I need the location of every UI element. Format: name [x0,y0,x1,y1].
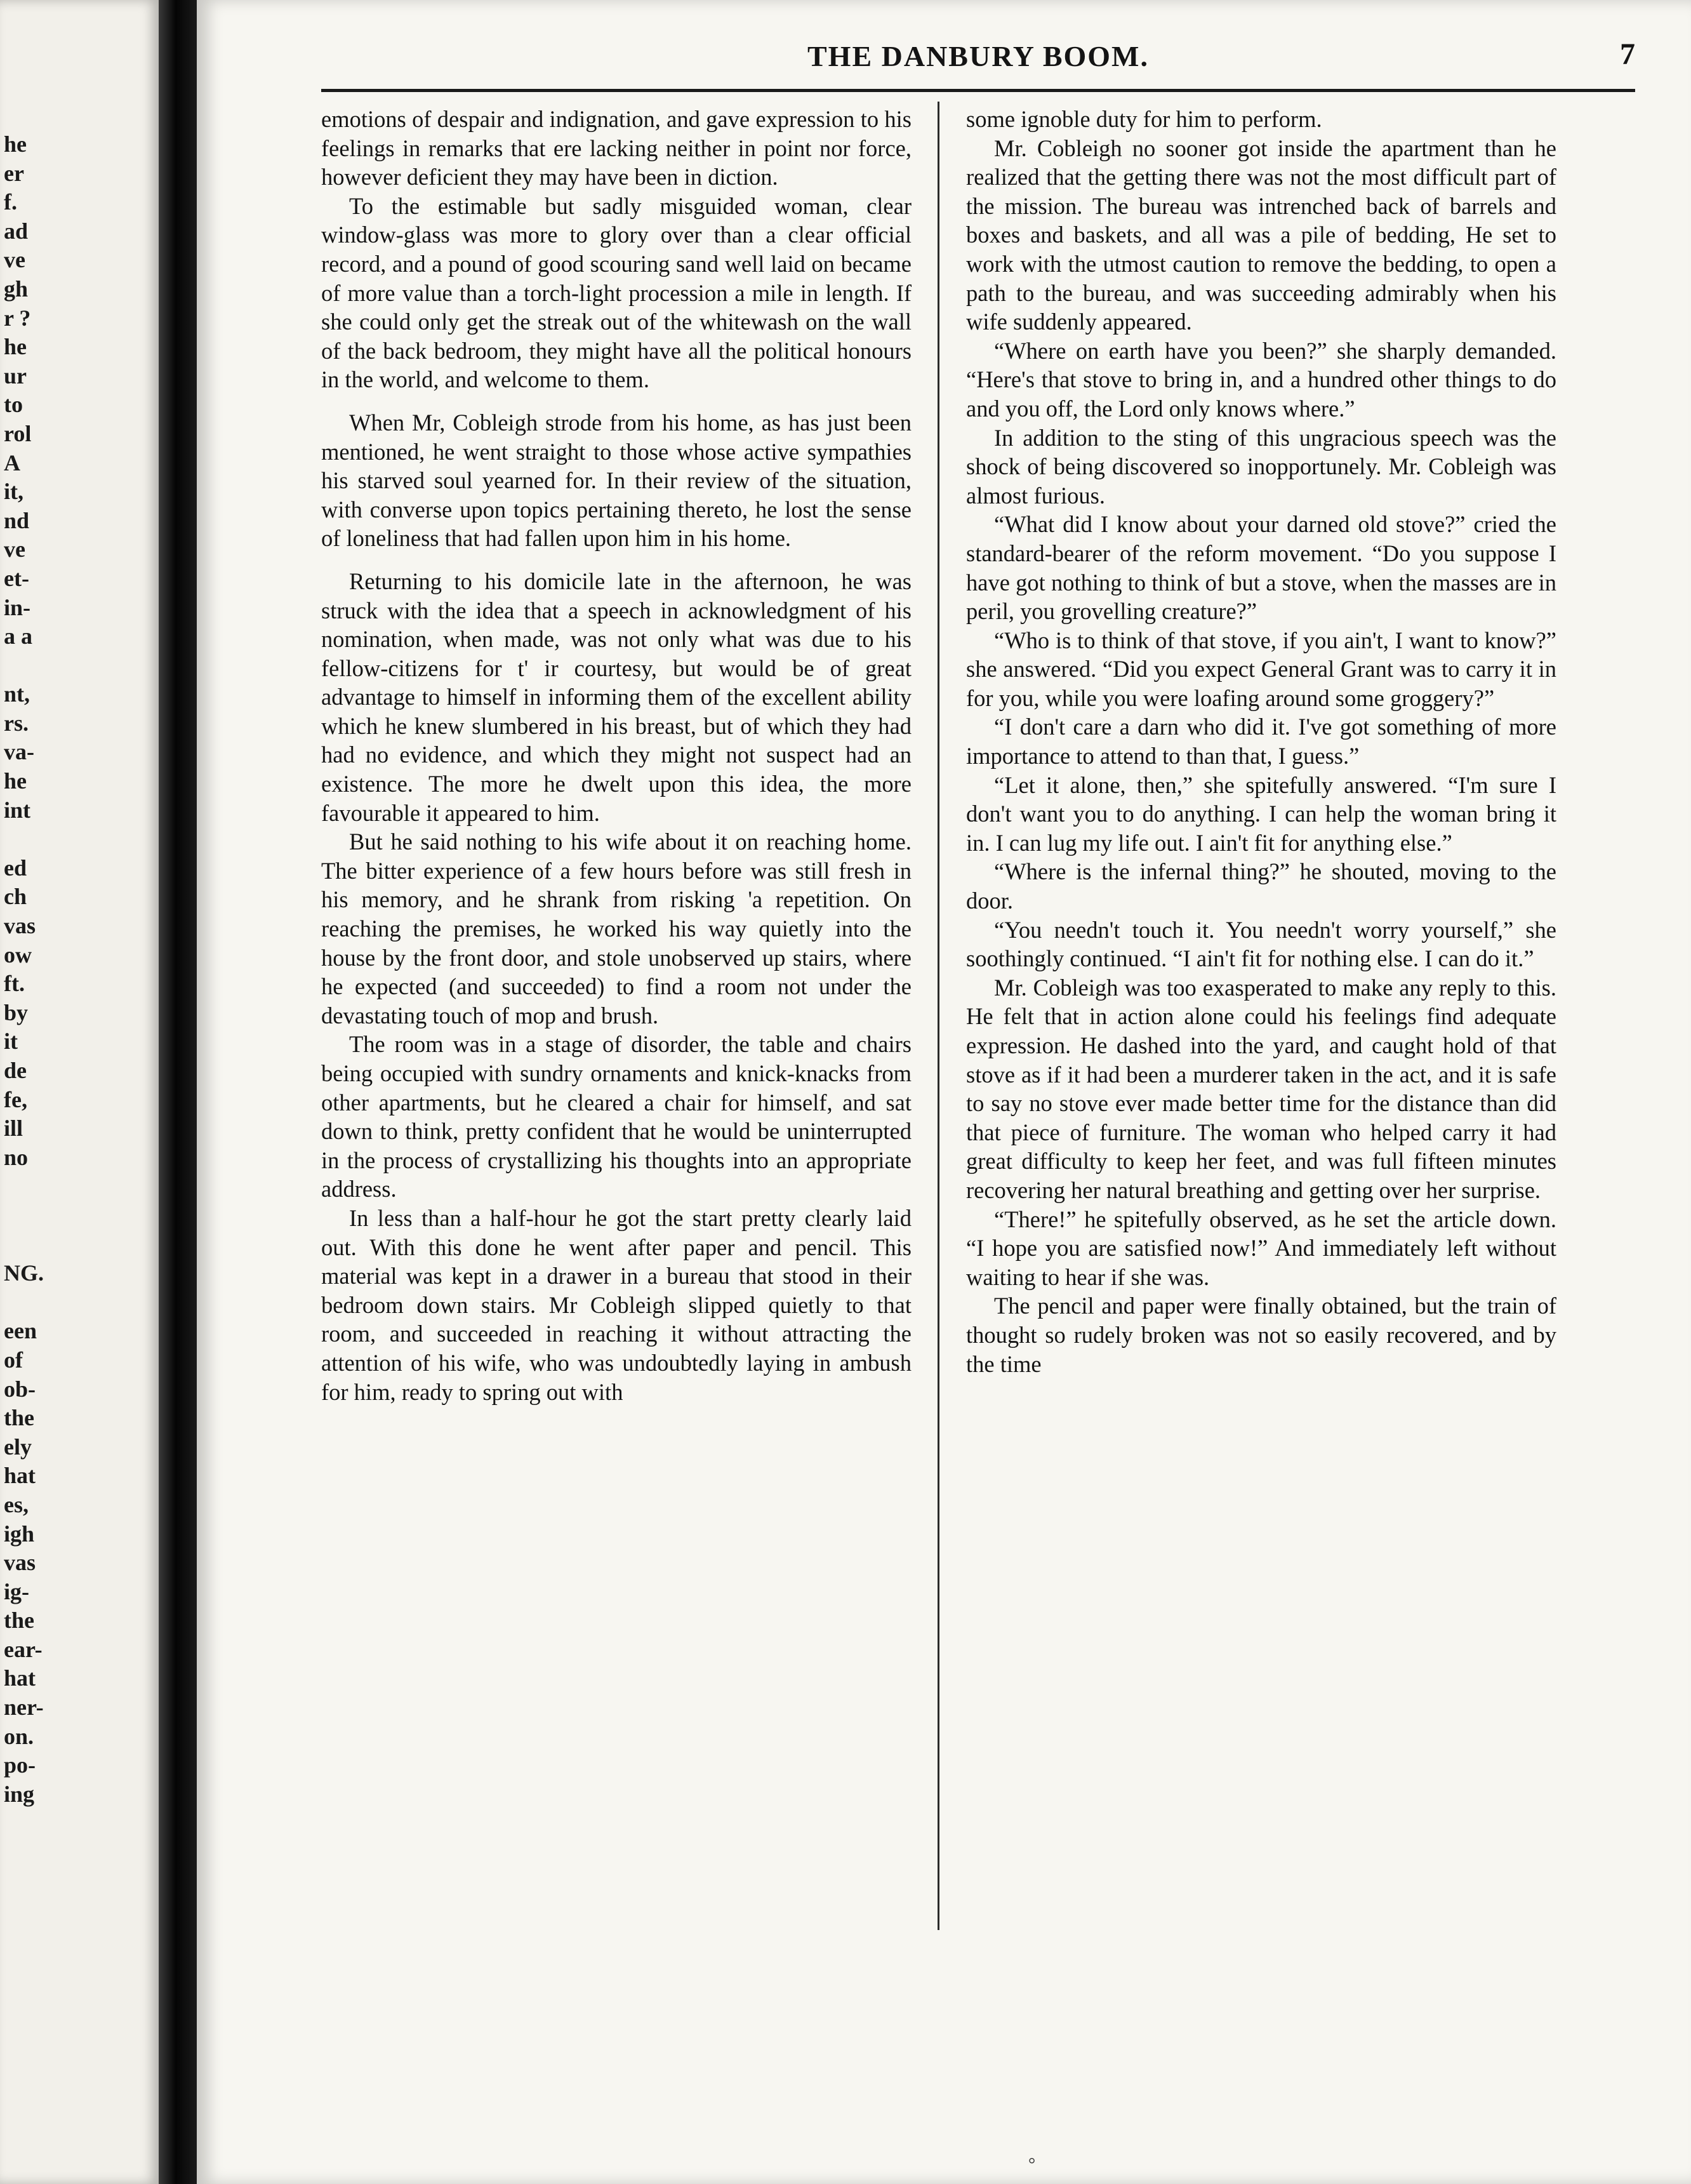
paragraph: Mr. Cobleigh was too exasperated to make any reply to this. He felt that in action alone could his feelings find adequate expression. He dashed into the yard, and caught hold of that stove as if it had been a murderer taken in the act, and it is safe to say no stove ever made better time for the distance than did that piece of furniture. The woman who helped carry it had great difficulty to keep her feet, and was full fifteen minutes recovering her natural breathing and getting over her surprise. [966,974,1556,1203]
facing-page-fragment: in- [4,594,31,620]
facing-page-fragment: ing [4,1781,35,1807]
facing-page-fragment: on. [4,1723,34,1749]
facing-page-fragment: ow [4,942,32,968]
facing-page-fragment [4,651,131,681]
paragraph: Mr. Cobleigh no sooner got inside the apartment than he realized that the getting there was not the most difficult part of the mission. The bureau was intrenched back of barrels and boxes and baskets, and all was a pile of bedding, He set to work with the utmost caution to remove the bedding, to open a path to the bureau, and was succeeding admirably when his wife suddenly appeared. [966,135,1556,335]
paragraph: The room was in a stage of disorder, the table and chairs being occupied with sundry ornaments and knick-knacks from other apartments, but he cleared a chair for himself, and sat down to think, pretty confident that he would be uninterrupted in the process of crystallizing his thoughts into an appropriate address. [321,1031,912,1202]
facing-page-fragment: he [4,768,27,794]
paragraph: In less than a half-hour he got the start pretty clearly laid out. With this done he went after paper and pencil. This material was kept in a drawer in a bureau that stood in their bedroom down stairs. Mr Cobleigh slipped quietly to that room, and succeeded in reaching it without attracting the attention of his wife, who was undoubtedly laying in ambush for him, ready to spring out with [321,1204,912,1405]
facing-page-fragment: ed [4,855,27,881]
facing-page-fragment: po- [4,1752,36,1778]
facing-page-fragment: nt, [4,681,30,707]
facing-page-fragment: no [4,1144,29,1170]
left-column [321,105,912,1406]
facing-page-fragment: hat [4,1463,36,1489]
facing-page-fragment: vas [4,1550,36,1576]
facing-page-fragment [4,1172,131,1201]
facing-page-fragment: ig- [4,1578,29,1604]
paragraph: emotions of despair and indignation, and gave expression to his feelings in remarks that ere lacking neither in point nor force, however deficient they may have been in diction. [321,106,912,190]
facing-page-fragment: igh [4,1521,35,1547]
facing-page-fragment: gh [4,276,29,302]
paragraph: “What did I know about your darned old stove?” cried the standard-bearer of the reform movement. “Do you suppose I have got nothing to think of but a stove, when the masses are in peril, you grovelling creature?” [966,511,1556,625]
column-divider [938,102,939,1930]
facing-page-fragment: r ? [4,305,31,331]
facing-page-fragment: A [4,449,20,476]
facing-page-fragment: hat [4,1665,36,1691]
facing-page-fragment: ner- [4,1695,44,1721]
facing-page-fragment: nd [4,507,30,533]
paragraph: In addition to the sting of this ungracious speech was the shock of being discovered so inopportunely. Mr. Cobleigh was almost furious. [966,424,1556,509]
facing-page-fragment: the [4,1608,34,1634]
paragraph: “I don't care a darn who did it. I've got something of more importance to attend to than that, I guess.” [966,714,1556,769]
facing-page-text [4,130,131,1809]
facing-page-fragment: rol [4,420,32,446]
facing-page-fragment: een [4,1318,37,1344]
right-column [966,105,1556,1378]
facing-page-fragment: of [4,1347,23,1373]
book-gutter [159,0,197,2184]
facing-page-fragment: it, [4,479,23,505]
paragraph: But he said nothing to his wife about it on reaching home. The bitter experience of a few hours before was still fresh in his memory, and he shrank from risking 'a repetition. On reaching the premises, he worked his way quietly into the house by the front door, and stole unobserved up stairs, where he expected (and succeeded) to find a room not under the devastating touch of mop and brush. [321,829,912,1029]
paragraph: “Where on earth have you been?” she sharply demanded. “Here's that stove to bring in, and a hundred other things to do and you off, the Lord only knows where.” [966,337,1556,422]
facing-page-fragment: f. [4,189,17,215]
facing-page-edge [0,0,159,2184]
paragraph: “Who is to think of that stove, if you ain't, I want to know?” she answered. “Did you expect General Grant was to carry it in for you, while you were loafing around some groggery?” [966,627,1556,711]
facing-page-fragment: es, [4,1491,29,1517]
running-title: THE DANBURY BOOM. [807,40,1149,72]
facing-page-fragment: ve [4,247,25,273]
facing-page-fragment: vas [4,913,36,939]
facing-page-fragment: fe, [4,1086,27,1112]
facing-page-fragment [4,825,131,854]
paragraph: some ignoble duty for him to perform. [966,106,1322,132]
facing-page-fragment: int [4,797,31,823]
facing-page-fragment: ob- [4,1376,36,1402]
facing-page-fragment: rs. [4,710,29,736]
facing-page-fragment [4,1230,131,1260]
paragraph: Returning to his domicile late in the afternoon, he was struck with the idea that a speech in acknowledgment of his nomination, when made, was not only what was due to his fellow-citizens for t' ir courtesy, but would be of great advantage to himself in informing them of the excellent ability which he knew slumbered in his breast, but of which they had had no evidence, and which they might not suspect had an existence. The more he dwelt upon this idea, the more favourable it appeared to him. [321,568,912,826]
paragraph: “Where is the infernal thing?” he shouted, moving to the door. [966,858,1556,914]
page-number: 7 [1620,37,1635,71]
facing-page-fragment: ad [4,218,29,244]
facing-page-fragment: NG. [4,1260,44,1286]
facing-page-fragment: et- [4,565,29,591]
facing-page-fragment: he [4,131,27,157]
facing-page-fragment [4,1288,131,1317]
facing-page-fragment: ft. [4,971,25,997]
facing-page-fragment: the [4,1405,34,1431]
facing-page-fragment: a a [4,623,32,649]
facing-page-fragment: he [4,334,27,360]
facing-page-fragment: ur [4,363,27,389]
paragraph: When Mr, Cobleigh strode from his home, as has just been mentioned, he went straight to those whose active sympathies his starved soul yearned for. In their review of the situation, with converse upon topics pertaining thereto, he lost the sense of loneliness that had fallen upon him in his home. [321,409,912,552]
facing-page-fragment: it [4,1029,18,1055]
facing-page-fragment: ill [4,1115,23,1142]
facing-page-fragment: de [4,1058,27,1083]
facing-page-fragment: va- [4,739,34,765]
bottom-page-mark: ° [1028,2155,1036,2174]
facing-page-fragment: ch [4,884,27,910]
page [197,0,1691,2184]
facing-page-fragment [4,1201,131,1230]
paragraph: “There!” he spitefully observed, as he set the article down. “I hope you are satisfied now!” And immediately left without waiting to hear if she was. [966,1206,1556,1290]
facing-page-fragment: to [4,392,23,418]
paragraph: The pencil and paper were finally obtained, but the train of thought so rudely broken was not so easily recovered, and by the time [966,1293,1556,1377]
running-header [321,33,1635,77]
facing-page-fragment: by [4,999,29,1025]
facing-page-fragment: ear- [4,1636,43,1662]
header-rule [321,89,1635,92]
paragraph: To the estimable but sadly misguided woman, clear window-glass was more to glory over than a clear official record, and a pound of good scouring sand well laid on became of more value than a torch-light procession a mile in length. If she could only get the streak out of the whitewash on the wall of the back bedroom, they might have all the political honours in the world, and welcome to them. [321,192,912,393]
facing-page-fragment: er [4,160,24,186]
paragraph: “Let it alone, then,” she spitefully answered. “I'm sure I don't want you to do anything. I can help the woman bring it in. I can lug my life out. I ain't fit for anything else.” [966,771,1556,856]
facing-page-fragment: ely [4,1434,32,1460]
paragraph: “You needn't touch it. You needn't worry yourself,” she soothingly continued. “I ain't fit for nothing else. I can do it.” [966,916,1556,972]
facing-page-fragment: ve [4,536,25,563]
